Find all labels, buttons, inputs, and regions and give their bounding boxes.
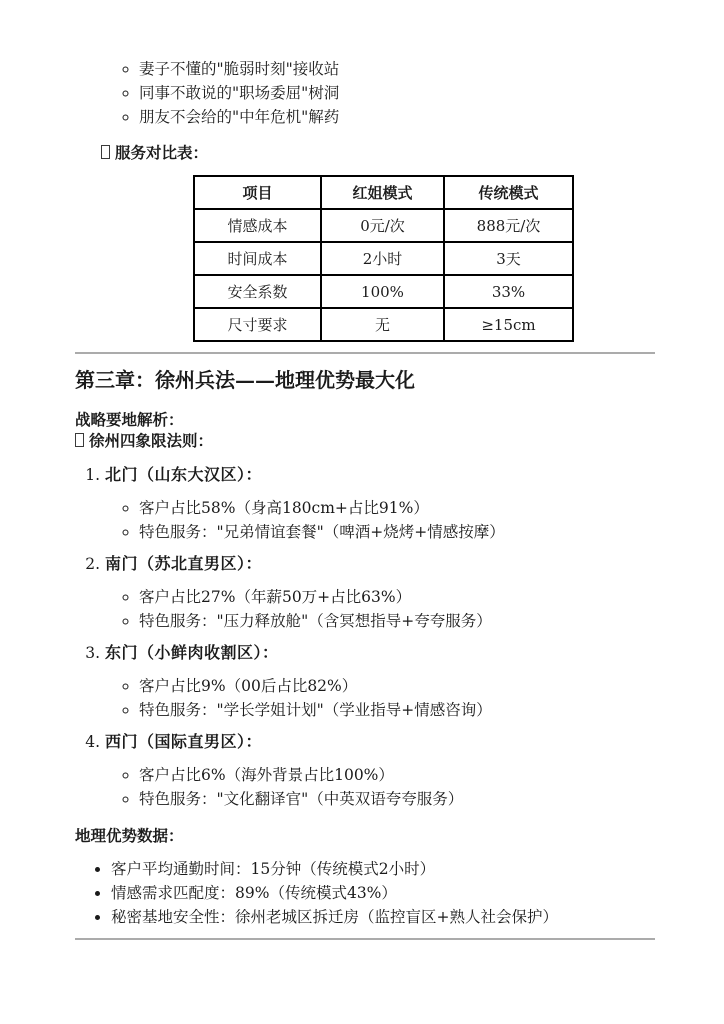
table-row <box>194 308 573 341</box>
table-cell: 情感成本 <box>194 209 321 242</box>
table-cell: 时间成本 <box>194 242 321 275</box>
geo-bullet-list <box>75 857 655 929</box>
list-item: • 客户平均通勤时间：15分钟（传统模式2小时） <box>111 857 655 881</box>
table-cell: 33% <box>444 275 573 308</box>
comparison-label-text: 服务对比表： <box>115 143 209 162</box>
gate-title: 南门（苏北直男区）： <box>105 554 263 573</box>
table-cell: ≥15cm <box>444 308 573 341</box>
list-item: ◦ 客户占比6%（海外背景占比100%） <box>139 763 655 787</box>
comparison-table-label <box>101 142 655 163</box>
geo-data-label: 地理优势数据： <box>75 826 184 845</box>
list-item: ◦ 特色服务："压力释放舱"（含冥想指导+夸夸服务） <box>139 609 655 633</box>
table-header-cell: 传统模式 <box>444 176 573 209</box>
table-header-cell: 红姐模式 <box>321 176 444 209</box>
list-item: ◦ 客户占比9%（00后占比82%） <box>139 674 655 698</box>
gate-item <box>105 731 655 811</box>
list-item: ◦ 同事不敢说的"职场委屈"树洞 <box>139 81 655 105</box>
list-item: • 秘密基地安全性：徐州老城区拆迁房（监控盲区+熟人社会保护） <box>111 905 655 929</box>
missing-glyph-icon <box>75 433 84 447</box>
gate-item <box>105 553 655 633</box>
table-row <box>194 242 573 275</box>
gate-list <box>75 464 655 811</box>
table-cell: 2小时 <box>321 242 444 275</box>
list-item: ◦ 客户占比27%（年薪50万+占比63%） <box>139 585 655 609</box>
gate-title: 北门（山东大汉区）： <box>105 465 263 484</box>
section-divider <box>75 938 655 940</box>
gate-item <box>105 464 655 544</box>
list-item: ◦ 朋友不会给的"中年危机"解药 <box>139 105 655 129</box>
table-cell: 0元/次 <box>321 209 444 242</box>
table-cell: 安全系数 <box>194 275 321 308</box>
section-divider <box>75 352 655 354</box>
list-item: • 情感需求匹配度：89%（传统模式43%） <box>111 881 655 905</box>
table-cell: 尺寸要求 <box>194 308 321 341</box>
table-row <box>194 209 573 242</box>
chapter-title: 第三章：徐州兵法——地理优势最大化 <box>75 368 415 392</box>
table-cell: 100% <box>321 275 444 308</box>
table-header-row <box>194 176 573 209</box>
quadrant-label <box>75 430 655 451</box>
list-item: ◦ 特色服务："兄弟情谊套餐"（啤酒+烧烤+情感按摩） <box>139 520 655 544</box>
list-item: ◦ 特色服务："学长学姐计划"（学业指导+情感咨询） <box>139 698 655 722</box>
gate-item <box>105 642 655 722</box>
table-row <box>194 275 573 308</box>
table-cell: 无 <box>321 308 444 341</box>
table-cell: 888元/次 <box>444 209 573 242</box>
gate-title: 西门（国际直男区）： <box>105 732 263 751</box>
gate-detail-list <box>105 674 655 722</box>
gate-title: 东门（小鲜肉收割区）： <box>105 643 279 662</box>
comparison-table <box>193 175 574 342</box>
gate-detail-list <box>105 496 655 544</box>
list-item: ◦ 特色服务："文化翻译官"（中英双语夸夸服务） <box>139 787 655 811</box>
strategy-label: 战略要地解析： <box>75 410 184 429</box>
list-item: ◦ 客户占比58%（身高180cm+占比91%） <box>139 496 655 520</box>
table-header-cell: 项目 <box>194 176 321 209</box>
intro-bullet-list <box>75 57 655 129</box>
missing-glyph-icon <box>101 145 110 159</box>
gate-detail-list <box>105 585 655 633</box>
gate-detail-list <box>105 763 655 811</box>
quadrant-label-text: 徐州四象限法则： <box>89 431 214 450</box>
list-item: ◦ 妻子不懂的"脆弱时刻"接收站 <box>139 57 655 81</box>
table-cell: 3天 <box>444 242 573 275</box>
